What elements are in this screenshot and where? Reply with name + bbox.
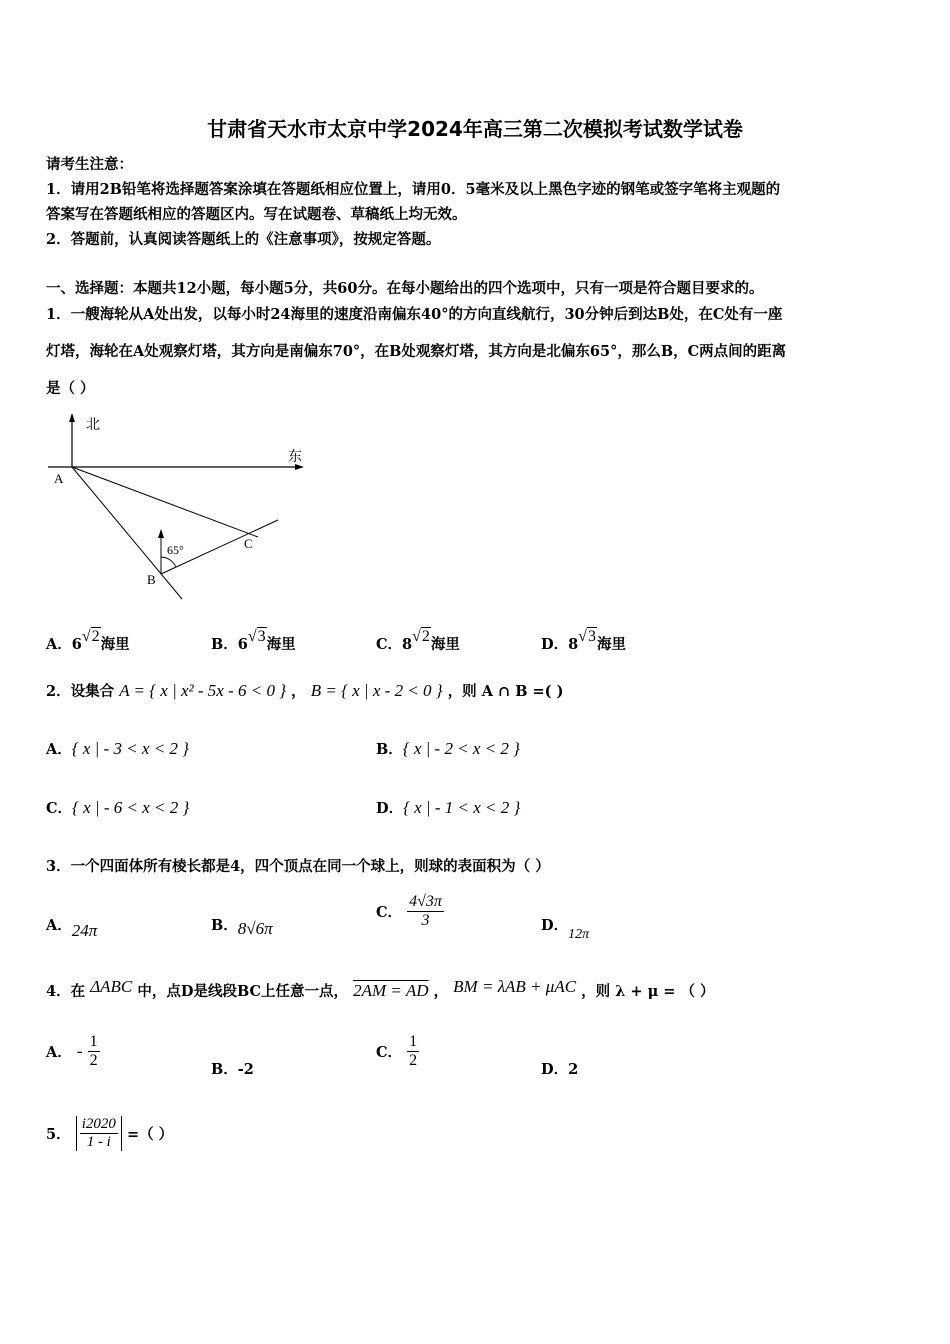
abs-value: $\frac{i2020}{1 - i}$ — [76, 1116, 122, 1151]
q2-option-a[interactable]: A．{ x | - 3 < x < 2 } — [46, 739, 189, 758]
vector-eq-2: BM = λAB + μAC — [453, 977, 577, 996]
triangle-abc: ΔABC — [90, 977, 133, 996]
q2-stem: 2．设集合 A = { x | x² - 5x - 6 < 0 } ， B = { x | x - 2 < 0 } ，则 A ∩ B =( ) — [46, 681, 564, 700]
q3-option-c[interactable]: C． $\frac{4√3\pi}{3}$ — [376, 893, 442, 929]
sqrt-icon: √ — [81, 628, 91, 645]
notice-line-2: 2．答题前，认真阅读答题纸上的《注意事项》，按规定答题。 — [46, 231, 441, 248]
q4-option-b[interactable]: B．-2 — [211, 1061, 254, 1078]
q3-option-b[interactable]: B．8√6π — [211, 917, 273, 938]
notice-line-1b: 答案写在答题纸相应的答题区内。写在试题卷、草稿纸上均无效。 — [46, 206, 467, 223]
q2-option-b[interactable]: B．{ x | - 2 < x < 2 } — [376, 739, 520, 758]
set-b: B = { x | x - 2 < 0 } — [310, 681, 443, 700]
page-title: 甘肃省天水市太京中学2024年高三第二次模拟考试数学试卷 — [207, 117, 743, 141]
point-c-label: C — [244, 536, 253, 551]
north-arrow-icon — [69, 413, 75, 422]
sqrt-icon: √ — [578, 628, 587, 645]
q1-option-a[interactable]: A．6√2海里 — [46, 628, 130, 653]
sqrt-icon: √ — [412, 628, 421, 645]
angle-label: 65° — [167, 543, 184, 557]
q4-option-d[interactable]: D．2 — [541, 1061, 579, 1078]
sqrt-icon: √ — [247, 628, 257, 645]
notice-line-1: 1．请用2B铅笔将选择题答案涂填在答题纸相应位置上，请用0．5毫米及以上黑色字迹的钢笔或签字笔将主观题的 — [46, 181, 781, 198]
vector-eq-1: 2AM = AD — [353, 981, 429, 1000]
q1-line-3: 是（ ） — [46, 380, 95, 397]
q3-stem: 3．一个四面体所有棱长都是4，四个顶点在同一个球上，则球的表面积为（ ） — [46, 858, 550, 875]
q1-line-1: 1．一艘海轮从A处出发，以每小时24海里的速度沿南偏东40°的方向直线航行，30分钟后到达B处，在C处有一座 — [46, 306, 783, 323]
q2-option-c[interactable]: C．{ x | - 6 < x < 2 } — [46, 798, 190, 817]
q2-option-d[interactable]: D．{ x | - 1 < x < 2 } — [376, 798, 521, 817]
q1-line-2: 灯塔，海轮在A处观察灯塔，其方向是南偏东70°，在B处观察灯塔，其方向是北偏东65°，那么B，C两点间的距离 — [46, 343, 787, 360]
east-label: 东 — [288, 449, 302, 465]
section-heading: 一、选择题：本题共12小题，每小题5分，共60分。在每小题给出的四个选项中，只有一项是符合题目要求的。 — [46, 280, 764, 297]
q1-option-d[interactable]: D．8√3海里 — [541, 628, 626, 653]
q3-option-a[interactable]: A．24π — [46, 917, 98, 940]
q4-option-c[interactable]: C． $\frac{1}{2}$ — [376, 1033, 418, 1069]
q1-option-c[interactable]: C．8√2海里 — [376, 628, 460, 653]
set-a: A = { x | x² - 5x - 6 < 0 } — [119, 681, 287, 700]
q3-option-d[interactable]: D．12π — [541, 917, 590, 942]
q4-stem: 4．在 ΔABC 中，点D是线段BC上任意一点， 2AM = AD ， BM = λAB + μAC ，则 λ + μ = （ ） — [46, 977, 715, 1000]
q4-option-a[interactable]: A． - $\frac{1}{2}$ — [46, 1033, 98, 1069]
point-b-label: B — [147, 572, 156, 587]
north-label: 北 — [86, 417, 100, 433]
notice-heading: 请考生注意： — [46, 156, 133, 173]
q5-stem: 5． $\frac{i2020}{1 - i}$ =（ ） — [46, 1116, 174, 1150]
point-a-label: A — [54, 471, 64, 486]
q1-option-b[interactable]: B．6√3海里 — [211, 628, 296, 653]
q1-figure — [40, 405, 320, 605]
